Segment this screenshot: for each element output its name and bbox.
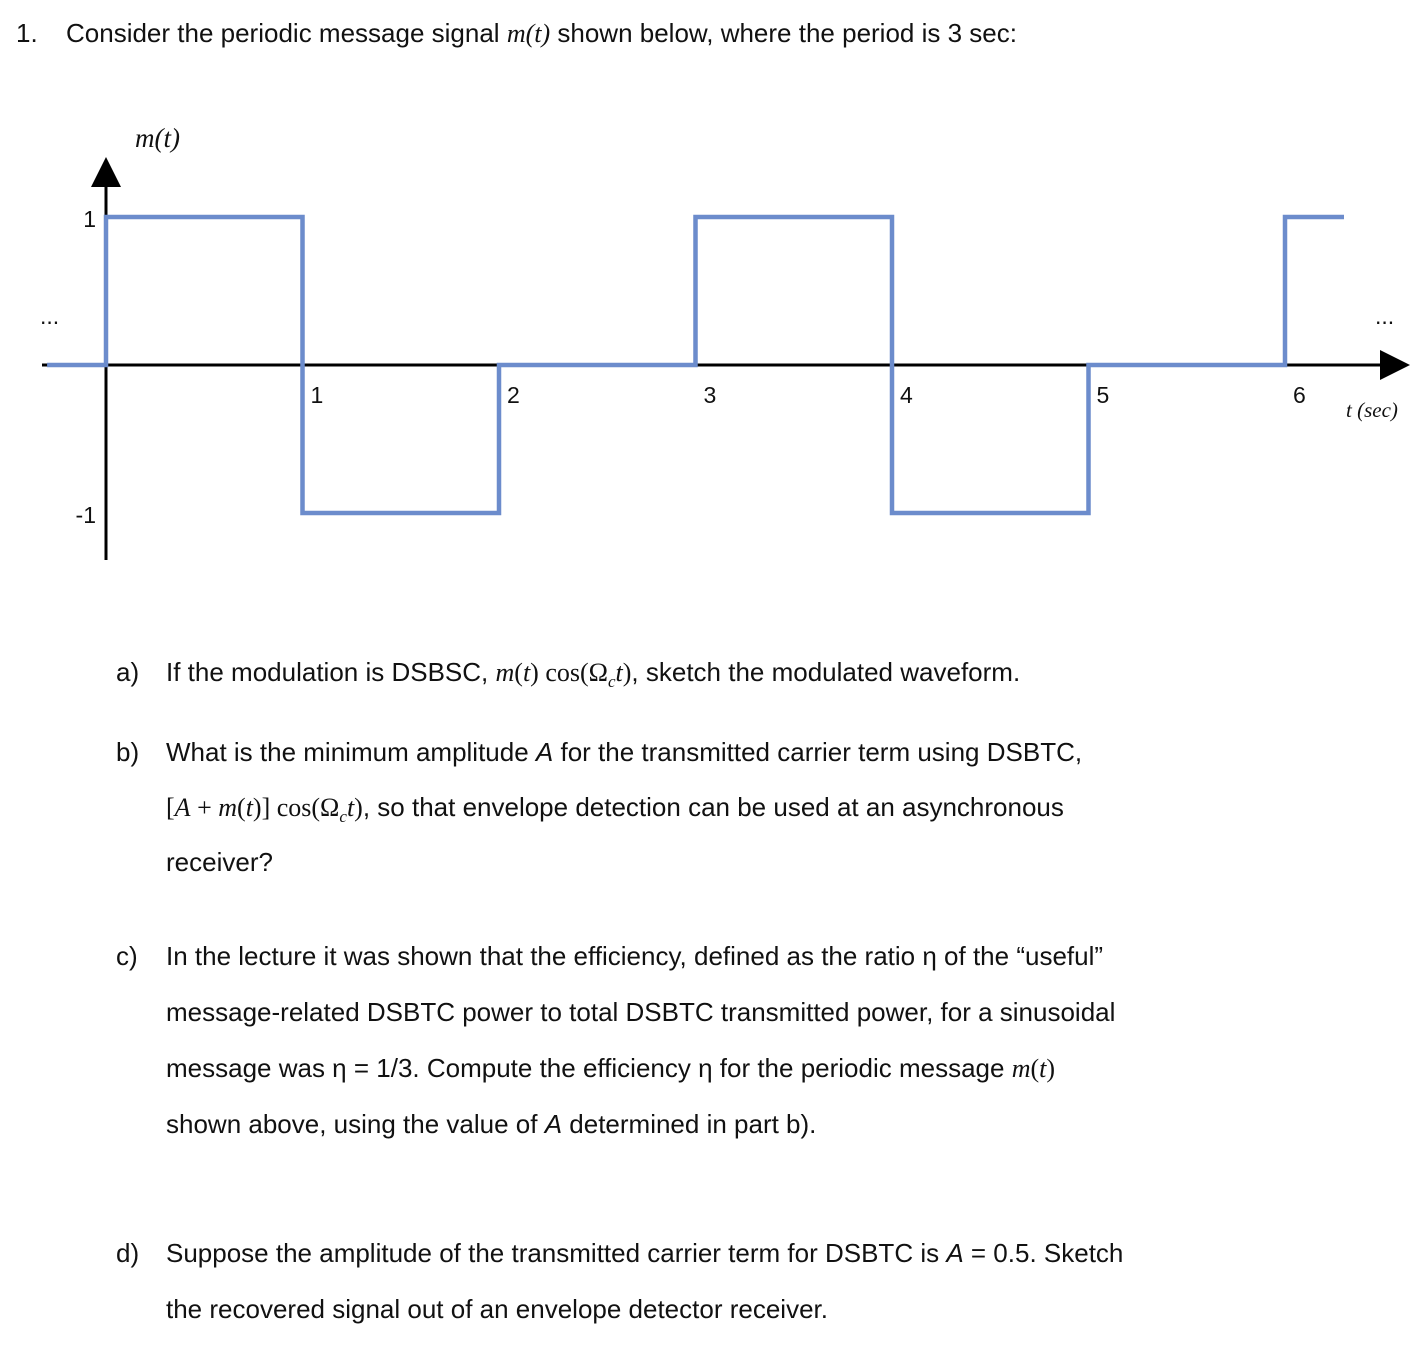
question-number: 1. <box>16 18 38 48</box>
part-d-line-2: the recovered signal out of an envelope detector receiver. <box>166 1294 828 1324</box>
intro-signal: m(t) <box>506 19 551 48</box>
x-tick-label-1: 1 <box>310 382 324 408</box>
part-b-line-2: [A + m(t)] $\cos(\Omega_ct)$, so that envelope detection can be used at an asynchronous <box>166 792 1064 826</box>
part-c-line-4: shown above, using the value of A determined in part b). <box>166 1109 817 1139</box>
x-tick-label-3: 3 <box>703 382 717 408</box>
part-b-line-1: What is the minimum amplitude A for the transmitted carrier term using DSBTC, <box>166 737 1083 767</box>
part-b-letter: b) <box>116 737 140 767</box>
x-tick-label-5: 5 <box>1096 382 1110 408</box>
intro-text-after: shown below, where the period is 3 sec: <box>557 18 1017 48</box>
signal-chart <box>0 0 1417 600</box>
part-d-line-1: Suppose the amplitude of the transmitted carrier term for DSBTC is A = 0.5. Sketch <box>166 1238 1124 1268</box>
chart-labels <box>40 123 1398 528</box>
part-a-letter: a) <box>116 657 140 687</box>
left-continuation: ... <box>40 303 60 329</box>
x-tick-label-6: 6 <box>1293 382 1306 408</box>
part-c-line-3: message was η = 1/3. Compute the efficiency η for the periodic message m(t) <box>166 1053 1056 1083</box>
part-b-line-3: receiver? <box>166 847 273 877</box>
part-c-letter: c) <box>116 941 138 971</box>
x-tick-label-2: 2 <box>507 382 520 408</box>
part-c-line-2: message-related DSBTC power to total DSBTC transmitted power, for a sinusoidal <box>166 997 1116 1027</box>
y-tick-label-neg1: -1 <box>75 502 96 528</box>
x-tick-label-4: 4 <box>900 382 913 408</box>
part-c-line-1: In the lecture it was shown that the efficiency, defined as the ratio η of the “useful” <box>166 941 1104 971</box>
right-continuation: ... <box>1375 303 1395 329</box>
intro-text-before: Consider the periodic message signal <box>66 18 500 48</box>
y-tick-label-pos1: 1 <box>83 206 96 232</box>
y-axis-title: m(t) <box>135 123 180 153</box>
part-a-line-1: If the modulation is DSBSC, m(t) $\cos(\Omega_ct)$, sketch the modulated waveform. <box>166 657 1021 691</box>
x-axis-title: t (sec) <box>1346 398 1398 422</box>
part-d-letter: d) <box>116 1238 140 1268</box>
